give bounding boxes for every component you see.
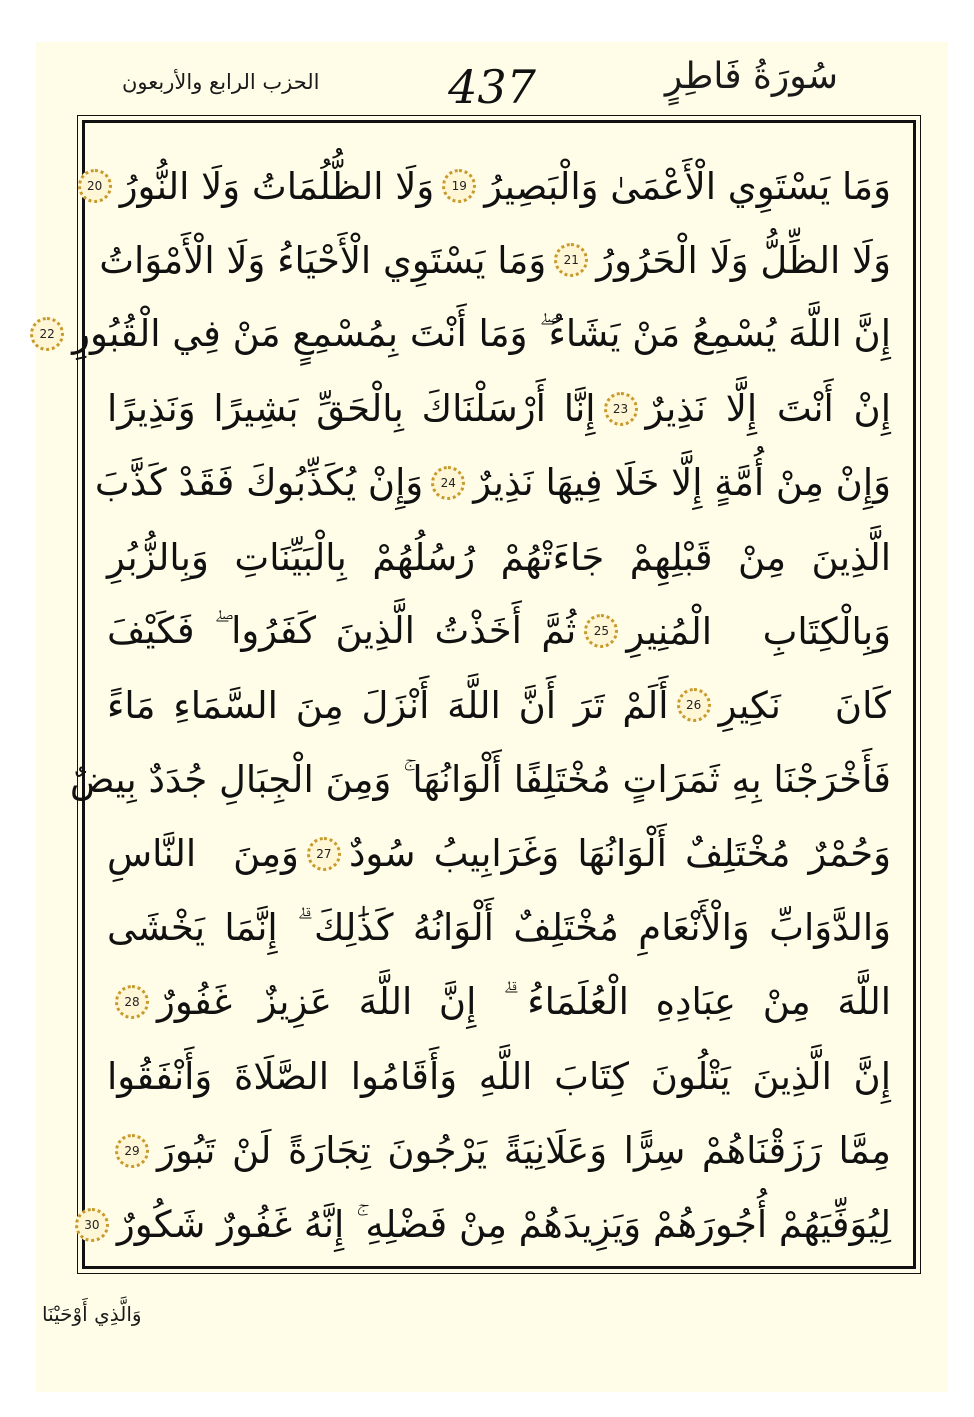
verse-text: فَأَخْرَجْنَا بِهِ ثَمَرَاتٍ مُخْتَلِفًا أَلْوَانُهَا ۚ وَمِنَ الْجِبَالِ جُدَدٌ بِيضٌ	[69, 757, 891, 801]
ayah-number-marker: 23	[604, 392, 638, 426]
verse-text: إِنَّ اللَّهَ يُسْمِعُ مَنْ يَشَاءُ ۖ وَمَا أَنْتَ بِمُسْمِعٍ مَنْ فِي الْقُبُورِ	[72, 312, 891, 356]
verse-text: وَمَا يَسْتَوِي الْأَعْمَىٰ وَالْبَصِيرُ	[484, 164, 891, 208]
ayah-number-marker: 19	[442, 169, 476, 203]
ayah-number-marker: 27	[307, 837, 341, 871]
ayah-number-marker: 24	[431, 466, 465, 500]
verse-text: الَّذِينَ مِنْ قَبْلِهِمْ جَاءَتْهُمْ رُسُلُهُمْ بِالْبَيِّنَاتِ وَبِالزُّبُرِ	[107, 535, 891, 579]
verse-text: إِنَّا أَرْسَلْنَاكَ بِالْحَقِّ بَشِيرًا وَنَذِيرًا	[107, 387, 596, 431]
verse-text: وَمِنَ النَّاسِ	[106, 832, 299, 876]
verse-text: وَمَا يَسْتَوِي الْأَحْيَاءُ وَلَا الْأَمْوَاتُ	[99, 238, 547, 282]
text-line	[69, 743, 891, 817]
verse-text: ثُمَّ أَخَذْتُ الَّذِينَ كَفَرُوا ۖ فَكَيْفَ	[106, 609, 577, 653]
verse-text: وَلَا الظِّلُّ وَلَا الْحَرُورُ	[596, 238, 891, 282]
text-frame	[39, 120, 916, 1269]
text-line	[39, 297, 891, 371]
surah-name: سُورَةُ فَاطِرٍ	[664, 56, 838, 97]
verse-text: إِنَّ الَّذِينَ يَتْلُونَ كِتَابَ اللَّهِ وَأَقَامُوا الصَّلَاةَ وَأَنْفَقُوا	[107, 1054, 891, 1098]
hizb-label: الحزب الرابع والأربعون	[122, 70, 320, 94]
verse-text: إِنْ أَنْتَ إِلَّا نَذِيرٌ	[645, 387, 891, 431]
ayah-number-marker: 21	[554, 243, 588, 277]
verse-text: وَالدَّوَابِّ وَالْأَنْعَامِ مُخْتَلِفٌ أَلْوَانُهُ كَذَٰلِكَ ۗ إِنَّمَا يَخْشَى	[107, 905, 891, 949]
page-number: 437	[448, 60, 536, 114]
verse-lines	[39, 123, 913, 1266]
text-line	[107, 965, 891, 1039]
verse-text: أَلَمْ تَرَ أَنَّ اللَّهَ أَنْزَلَ مِنَ السَّمَاءِ مَاءً	[107, 683, 669, 727]
ayah-number-marker: 30	[75, 1208, 109, 1242]
ayah-number-marker: 28	[115, 985, 149, 1019]
text-line	[107, 372, 891, 446]
ayah-number-marker: 29	[115, 1134, 149, 1168]
text-line	[87, 149, 891, 223]
text-line	[107, 891, 891, 965]
verse-text: اللَّهَ مِنْ عِبَادِهِ الْعُلَمَاءُ ۗ إِنَّ اللَّهَ عَزِيزٌ غَفُورٌ	[157, 980, 891, 1024]
text-line	[107, 817, 891, 891]
mushaf-page	[36, 42, 948, 1392]
text-line	[107, 594, 891, 668]
verse-text: وَبِالْكِتَابِ الْمُنِيرِ	[626, 609, 891, 653]
text-line	[99, 223, 891, 297]
text-line	[94, 446, 891, 520]
ayah-number-marker: 20	[78, 169, 112, 203]
ayah-number-marker: 26	[677, 688, 711, 722]
text-line	[84, 1188, 891, 1262]
text-line	[107, 668, 891, 742]
page-header	[36, 42, 948, 120]
verse-text: وَحُمْرٌ مُخْتَلِفٌ أَلْوَانُهَا وَغَرَابِيبُ سُودٌ	[348, 832, 891, 876]
verse-text: كَانَ نَكِيرِ	[718, 683, 891, 727]
text-line	[107, 520, 891, 594]
text-line	[107, 1039, 891, 1113]
catchword: وَالَّذِي أَوْحَيْنَا	[42, 1302, 142, 1326]
ayah-number-marker: 22	[30, 317, 64, 351]
verse-text: وَإِنْ يُكَذِّبُوكَ فَقَدْ كَذَّبَ	[94, 461, 424, 505]
text-line	[107, 1113, 891, 1187]
verse-text: مِمَّا رَزَقْنَاهُمْ سِرًّا وَعَلَانِيَةً يَرْجُونَ تِجَارَةً لَنْ تَبُورَ	[157, 1129, 891, 1173]
verse-text: وَإِنْ مِنْ أُمَّةٍ إِلَّا خَلَا فِيهَا نَذِيرٌ	[473, 461, 891, 505]
verse-text: لِيُوَفِّيَهُمْ أُجُورَهُمْ وَيَزِيدَهُمْ مِنْ فَضْلِهِ ۚ إِنَّهُ غَفُورٌ شَكُورٌ	[116, 1202, 891, 1246]
ayah-number-marker: 25	[584, 614, 618, 648]
verse-text: وَلَا الظُّلُمَاتُ وَلَا النُّورُ	[119, 164, 435, 208]
